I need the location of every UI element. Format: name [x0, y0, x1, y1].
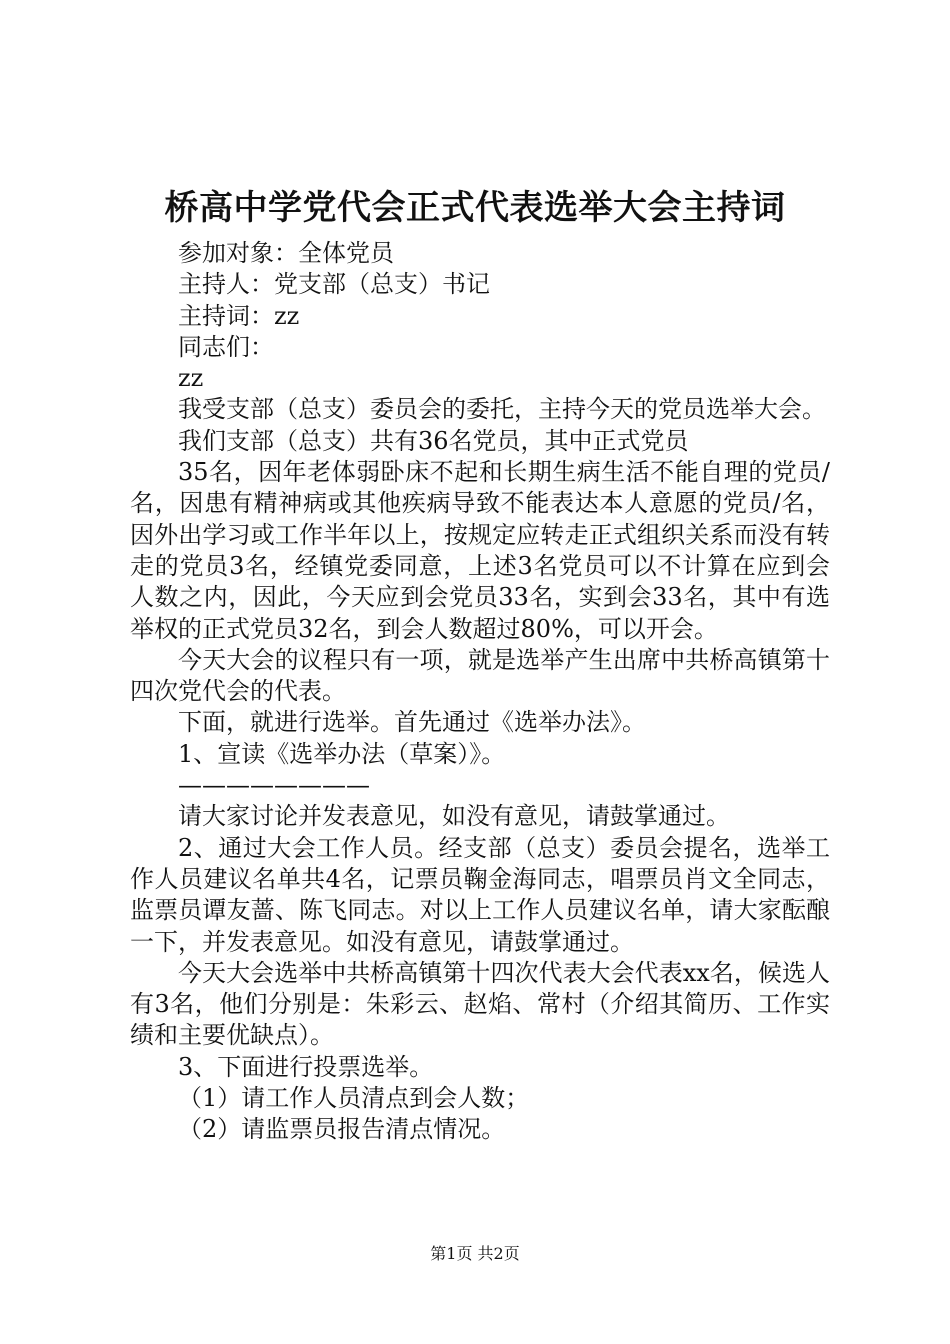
paragraph-step-1: （1）请工作人员清点到会人数；	[178, 1084, 530, 1113]
document-title: 桥高中学党代会正式代表选举大会主持词	[164, 188, 786, 228]
paragraph-start-election: 下面，就进行选举。首先通过《选举办法》。	[178, 708, 646, 737]
paragraph-greeting: 同志们：	[178, 332, 274, 361]
paragraph-step-2: （2）请监票员报告清点情况。	[178, 1115, 506, 1144]
paragraph-host: 主持人：党支部（总支）书记	[178, 270, 490, 299]
document-body	[130, 238, 830, 1146]
paragraph-entrusted: 我受支部（总支）委员会的委托，主持今天的党员选举大会。	[178, 395, 826, 424]
paragraph-agenda: 今天大会的议程只有一项，就是选举产生出席中共桥高镇第十四次党代会的代表。	[130, 645, 830, 706]
paragraph-discuss: 请大家讨论并发表意见，如没有意见，请鼓掌通过。	[178, 802, 730, 831]
paragraph-candidates: 今天大会选举中共桥高镇第十四次代表大会代表xx名，候选人有3名，他们分别是：朱彩云、赵焰、常村（介绍其简历、工作实绩和主要优缺点）。	[130, 958, 830, 1050]
paragraph-host-speech: 主持词：zz	[178, 301, 300, 330]
paragraph-read-rules: 1、宣读《选举办法（草案）》。	[178, 739, 506, 768]
paragraph-voting: 3、下面进行投票选举。	[178, 1052, 434, 1081]
paragraph-dash-line: ————————	[178, 771, 370, 800]
page-footer: 第1页 共2页	[430, 1244, 520, 1263]
paragraph-participants: 参加对象：全体党员	[178, 239, 394, 267]
paragraph-staff: 2、通过大会工作人员。经支部（总支）委员会提名，选举工作人员建议名单共4名，记票员鞠金海同志，唱票员肖文全同志，监票员谭友蔷、陈飞同志。对以上工作人员建议名单，请大家酝酿一下，并发表意见。如没有意见，请鼓掌通过。	[130, 833, 830, 956]
paragraph-zz: zz	[178, 364, 204, 393]
paragraph-member-count: 我们支部（总支）共有36名党员，其中正式党员	[178, 426, 689, 455]
paragraph-attendance: 35名，因年老体弱卧床不起和长期生病生活不能自理的党员/名，因患有精神病或其他疾病导致不能表达本人意愿的党员/名，因外出学习或工作半年以上，按规定应转走正式组织关系而没有转走的党员3名，经镇党委同意，上述3名党员可以不计算在应到会人数之内，因此，今天应到会党员33名，实到会33名，其中有选举权的正式党员32名，到会人数超过80%，可以开会。	[130, 458, 830, 643]
